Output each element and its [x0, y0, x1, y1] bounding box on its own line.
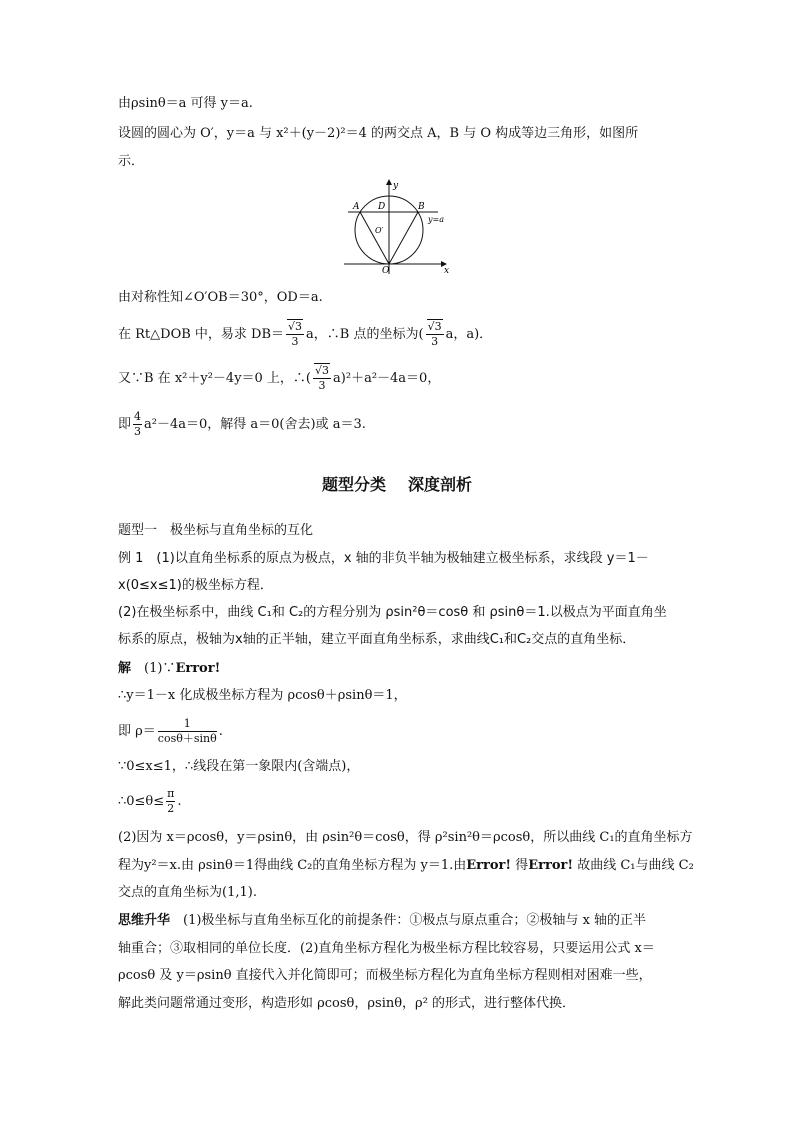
error-text: Error! [175, 661, 221, 676]
summary-line-4: 解此类问题常通过变形，构造形如 ρcosθ，ρsinθ，ρ² 的形式，进行整体代换． [118, 996, 576, 1011]
numerator: 1 [158, 717, 217, 732]
solution-line-8: 交点的直角坐标为(1,1). [118, 885, 257, 900]
text-segment: 即 [118, 417, 132, 432]
error-text: Error! [466, 858, 512, 873]
segment-OB [389, 212, 418, 264]
text-segment: 在 Rt△DOB 中，易求 DB＝ [118, 327, 285, 342]
label-D: D [378, 202, 386, 212]
solution-line-4: ∵0≤x≤1，∴线段在第一象限内(含端点)， [118, 759, 360, 774]
example-line-2: x(0≤x≤1)的极坐标方程． [118, 578, 273, 593]
numerator: π [167, 787, 175, 800]
section-title [0, 472, 794, 495]
intro-line-2: 设圆的圆心为 O′，y＝a 与 x²＋(y－2)²＝4 的两交点 A，B 与 O 构成等边三角形，如图所 [118, 126, 639, 141]
segment-OA [360, 212, 389, 264]
text-segment: a，∴B 点的坐标为( [306, 327, 424, 342]
label-y-eq-a: y=a [428, 215, 444, 224]
denominator: 2 [167, 802, 175, 815]
derivation-line-4: 由对称性知∠O′OB＝30°，OD＝a. [118, 290, 323, 305]
section-title-part-2: 深度剖析 [408, 475, 473, 494]
section-title-part-1: 题型分类 [321, 475, 386, 494]
text-segment: . [177, 794, 182, 809]
error-text: Error! [528, 858, 574, 873]
intro-line-1: 由ρsinθ＝a 可得 y＝a. [118, 96, 253, 111]
numerator: √3 [288, 320, 303, 333]
summary-line-3: ρcosθ 及 y＝ρsinθ 直接代入并化简即可；而极坐标方程化为直角坐标方程则相对困难一些， [118, 968, 652, 983]
solution-line-3 [118, 717, 223, 746]
fraction [313, 364, 331, 393]
summary-line-2: 轴重合；③取相同的单位长度．(2)直角坐标方程化为极坐标方程比较容易，只要运用公式 x＝ [118, 941, 655, 956]
denominator: cosθ＋sinθ [157, 732, 217, 745]
text-segment: . [218, 724, 223, 739]
text-segment: 故曲线 C₁与曲线 C₂ [573, 858, 694, 873]
summary-label: 思维升华 [118, 913, 171, 928]
text-segment: (1)∵ [131, 661, 176, 676]
numerator: √3 [427, 320, 442, 333]
fraction [286, 320, 304, 349]
derivation-line-7 [118, 410, 366, 439]
fraction [133, 410, 142, 439]
label-O-prime: O′ [375, 226, 384, 235]
example-line-4: 标系的原点，极轴为x轴的正半轴，建立平面直角坐标系，求曲线C₁和C₂交点的直角坐标． [118, 632, 636, 647]
text-segment: 程为y²＝x.由 ρsinθ＝1得曲线 C₂的直角坐标方程为 y＝1.由 [118, 858, 467, 873]
intro-line-3: 示． [118, 154, 145, 169]
text-segment: a)²＋a²－4a＝0， [333, 371, 441, 386]
derivation-line-6 [118, 364, 440, 393]
label-y: y [393, 181, 399, 191]
text-segment: 即 ρ＝ [118, 724, 156, 739]
derivation-line-5 [118, 320, 492, 349]
solution-line-1 [118, 659, 220, 679]
text-segment: (1)极坐标与直角坐标互化的前提条件：①极点与原点重合；②极轴与 x 轴的正半 [170, 913, 647, 928]
solution-line-2: ∴y＝1－x 化成极坐标方程为 ρcosθ＋ρsinθ＝1， [118, 688, 407, 703]
denominator: 3 [431, 335, 439, 348]
solution-line-5 [118, 787, 182, 816]
example-line-1: 例 1 (1)以直角坐标系的原点为极点，x 轴的非负半轴为极轴建立极坐标系，求线段 y＝1－ [118, 551, 649, 566]
label-O: O [382, 266, 390, 276]
solution-line-6: (2)因为 x＝ρcosθ，y＝ρsinθ，由 ρsin²θ＝cosθ，得 ρ²sin²θ＝ρcosθ，所以曲线 C₁的直角坐标方 [118, 830, 693, 845]
label-A: A [353, 202, 360, 212]
text-segment: 得 [511, 858, 529, 873]
text-segment: a²－4a＝0，解得 a＝0(舍去)或 a＝3. [144, 417, 366, 432]
numerator: 4 [134, 410, 142, 423]
fraction [166, 787, 175, 816]
text-segment: 又∵B 在 x²＋y²－4y＝0 上，∴( [118, 371, 312, 386]
solution-line-7 [118, 856, 694, 876]
label-x: x [444, 266, 450, 276]
summary-line-1 [118, 911, 646, 931]
example-line-3: (2)在极坐标系中，曲线 C₁和 C₂的方程分别为 ρsin²θ＝cosθ 和 ρsinθ＝1.以极点为平面直角坐 [118, 605, 667, 620]
denominator: 3 [318, 379, 326, 392]
circle-diagram [340, 178, 460, 278]
text-segment: ∴0≤θ≤ [118, 794, 165, 809]
fraction [426, 320, 444, 349]
type-heading: 题型一 极坐标与直角坐标的互化 [118, 523, 314, 538]
numerator: √3 [315, 364, 330, 377]
denominator: 3 [291, 335, 299, 348]
text-segment: a，a)． [445, 327, 493, 342]
denominator: 3 [134, 425, 142, 438]
fraction [158, 717, 217, 746]
label-B: B [418, 202, 425, 212]
solution-label: 解 [118, 661, 132, 676]
